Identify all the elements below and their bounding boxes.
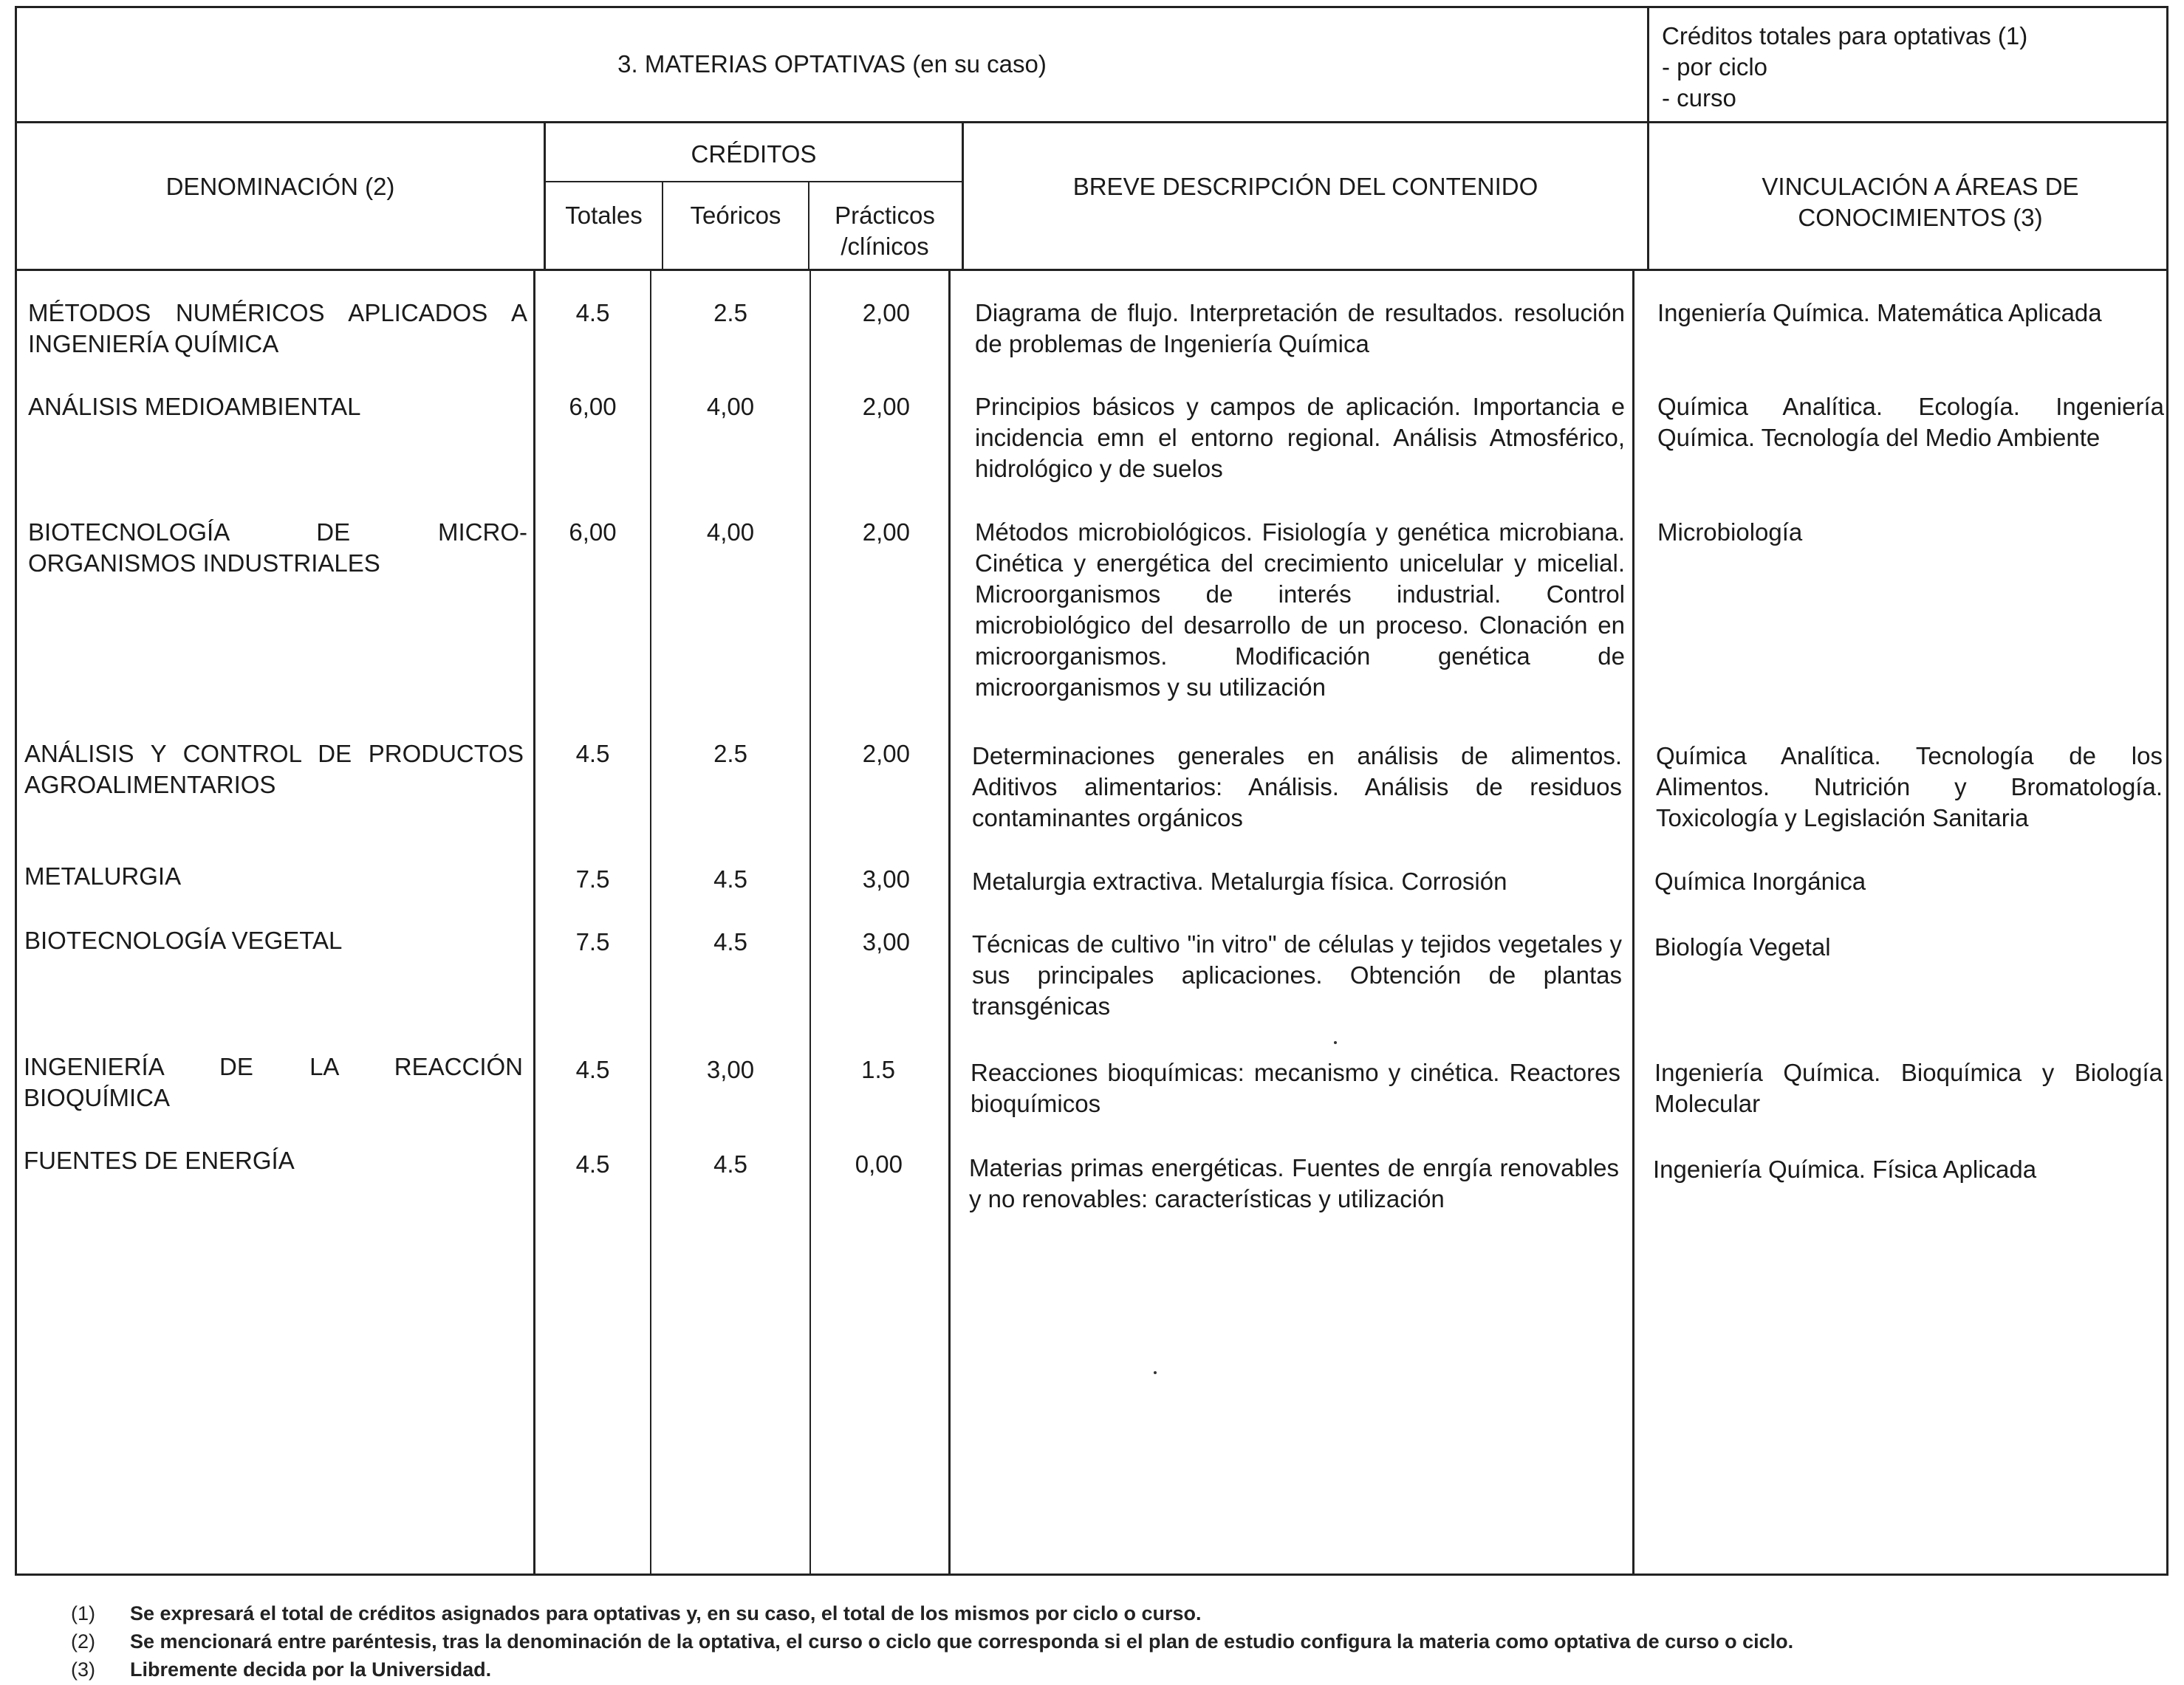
row-3-teoricos: 4,00	[706, 518, 755, 546]
scan-speck	[1334, 1041, 1337, 1044]
footnotes	[71, 1599, 2139, 1684]
row-6-vinculacion: Biología Vegetal	[1654, 933, 1831, 961]
row-6-name: BIOTECNOLOGÍA VEGETAL	[24, 927, 343, 954]
row-5-vinculacion: Química Inorgánica	[1654, 868, 1866, 895]
row-4-descripcion: Determinaciones generales en análisis de alimentos. Aditivos alimentarios: Análisis. Análisis de residuos contaminantes orgánicos	[972, 742, 1622, 831]
row-3-descripcion: Métodos microbiológicos. Fisiología y genética microbiana. Cinética y energética del crecimiento unicelular y micelial. Microorganismos de interés industrial. Control microbiológico del desarrollo de un proceso. Clonación en microorganismos. Modificación genética de microorganismos y su utilización	[975, 518, 1625, 701]
row-8-name: FUENTES DE ENERGÍA	[24, 1147, 295, 1174]
footnote-2-text: Se mencionará entre paréntesis, tras la denominación de la optativa, el curso o ciclo que corresponda si el plan de estudio configura la materia como optativa de curso o ciclo.	[130, 1630, 1794, 1653]
credits-per-cycle-line: - por ciclo	[1662, 53, 1768, 80]
row-8-vinculacion: Ingeniería Química. Física Aplicada	[1653, 1156, 2037, 1183]
section-title: 3. MATERIAS OPTATIVAS (en su caso)	[617, 50, 1047, 78]
rule-header-split	[1647, 6, 1649, 270]
credits-total-line: Créditos totales para optativas (1)	[1662, 22, 2028, 49]
credits-total-box	[1662, 21, 2164, 114]
rule-columns-bottom	[15, 269, 2168, 271]
row-6-descripcion: Técnicas de cultivo "in vitro" de células y tejidos vegetales y sus principales aplicaciones. Obtención de plantas transgénicas	[972, 930, 1622, 1020]
row-4-name: ANÁLISIS Y CONTROL DE PRODUCTOS AGROALIMENTARIOS	[24, 740, 524, 798]
row-2-vinculacion: Química Analítica. Ecología. Ingeniería Química. Tecnología del Medio Ambiente	[1657, 393, 2164, 451]
scan-speck	[1154, 1371, 1157, 1374]
footnote-3	[71, 1655, 2139, 1684]
rule-totales-body	[650, 270, 651, 1576]
row-7-vinculacion: Ingeniería Química. Bioquímica y Biología Molecular	[1654, 1059, 2163, 1117]
footnote-3-mark: (3)	[71, 1658, 95, 1681]
row-4-teoricos: 2.5	[713, 740, 747, 767]
row-1-teoricos: 2.5	[713, 299, 747, 326]
row-5-descripcion: Metalurgia extractiva. Metalurgia física. Corrosión	[972, 868, 1507, 895]
column-header-vinculacion: VINCULACIÓN A ÁREAS DE CONOCIMIENTOS (3)	[1762, 173, 2079, 231]
footnote-2-mark: (2)	[71, 1630, 95, 1653]
row-4-practicos: 2,00	[862, 740, 910, 767]
row-1-practicos: 2,00	[862, 299, 910, 326]
rule-practicos-body	[948, 270, 951, 1576]
row-2-practicos: 2,00	[862, 393, 910, 420]
footnote-2	[71, 1627, 2139, 1655]
row-8-descripcion: Materias primas energéticas. Fuentes de enrgía renovables y no renovables: características y utilización	[969, 1154, 1619, 1212]
row-5-totales: 7.5	[575, 865, 610, 893]
row-7-totales: 4.5	[575, 1056, 610, 1083]
row-5-teoricos: 4.5	[713, 865, 747, 893]
credits-per-course-line: - curso	[1662, 84, 1736, 111]
row-3-practicos: 2,00	[862, 518, 910, 546]
row-1-name: MÉTODOS NUMÉRICOS APLICADOS A INGENIERÍA QUÍMICA	[28, 299, 527, 357]
rule-descripcion-body	[1632, 270, 1634, 1576]
row-3-totales: 6,00	[569, 518, 617, 546]
row-1-descripcion: Diagrama de flujo. Interpretación de resultados. resolución de problemas de Ingeniería Química	[975, 299, 1625, 357]
column-header-totales: Totales	[565, 202, 643, 229]
row-3-name: BIOTECNOLOGÍA DE MICRO-ORGANISMOS INDUSTRIALES	[28, 518, 527, 577]
column-header-practicos: Prácticos /clínicos	[835, 202, 935, 260]
row-2-name: ANÁLISIS MEDIOAMBIENTAL	[28, 393, 361, 420]
column-header-denominacion: DENOMINACIÓN (2)	[165, 173, 395, 200]
footnote-1-text: Se expresará el total de créditos asignados para optativas y, en su caso, el total de los mismos por ciclo o curso.	[130, 1602, 1202, 1624]
row-6-practicos: 3,00	[862, 928, 910, 955]
row-7-descripcion: Reacciones bioquímicas: mecanismo y cinética. Reactores bioquímicos	[971, 1059, 1620, 1117]
row-8-totales: 4.5	[575, 1150, 610, 1178]
row-1-vinculacion: Ingeniería Química. Matemática Aplicada	[1657, 299, 2102, 326]
row-8-teoricos: 4.5	[713, 1150, 747, 1178]
footnote-3-text: Libremente decida por la Universidad.	[130, 1658, 492, 1681]
rule-denominacion-body	[533, 270, 535, 1576]
row-8-practicos: 0,00	[855, 1150, 903, 1178]
footnote-1-mark: (1)	[71, 1602, 95, 1624]
column-header-teoricos: Teóricos	[690, 202, 781, 229]
row-2-totales: 6,00	[569, 393, 617, 420]
row-4-totales: 4.5	[575, 740, 610, 767]
footnote-1	[71, 1599, 2139, 1627]
row-7-teoricos: 3,00	[706, 1056, 755, 1083]
rule-teoricos-header	[808, 181, 809, 270]
column-header-creditos: CRÉDITOS	[691, 140, 817, 168]
row-2-teoricos: 4,00	[706, 393, 755, 420]
row-5-practicos: 3,00	[862, 865, 910, 893]
row-6-totales: 7.5	[575, 928, 610, 955]
rule-teoricos-body	[809, 270, 811, 1576]
row-6-teoricos: 4.5	[713, 928, 747, 955]
row-1-totales: 4.5	[575, 299, 610, 326]
row-7-name: INGENIERÍA DE LA REACCIÓN BIOQUÍMICA	[24, 1053, 523, 1111]
rule-creditos-sub	[544, 181, 962, 182]
row-5-name: METALURGIA	[24, 862, 182, 890]
column-header-descripcion: BREVE DESCRIPCIÓN DEL CONTENIDO	[1072, 173, 1538, 200]
rule-header-bottom	[15, 121, 2168, 123]
row-4-vinculacion: Química Analítica. Tecnología de los Alimentos. Nutrición y Bromatología. Toxicología y Legislación Sanitaria	[1656, 742, 2163, 831]
row-7-practicos: 1.5	[861, 1056, 895, 1083]
row-2-descripcion: Principios básicos y campos de aplicación. Importancia e incidencia emn el entorno regional. Análisis Atmosférico, hidrológico y de suelos	[975, 393, 1625, 482]
row-3-vinculacion: Microbiología	[1657, 518, 1803, 546]
